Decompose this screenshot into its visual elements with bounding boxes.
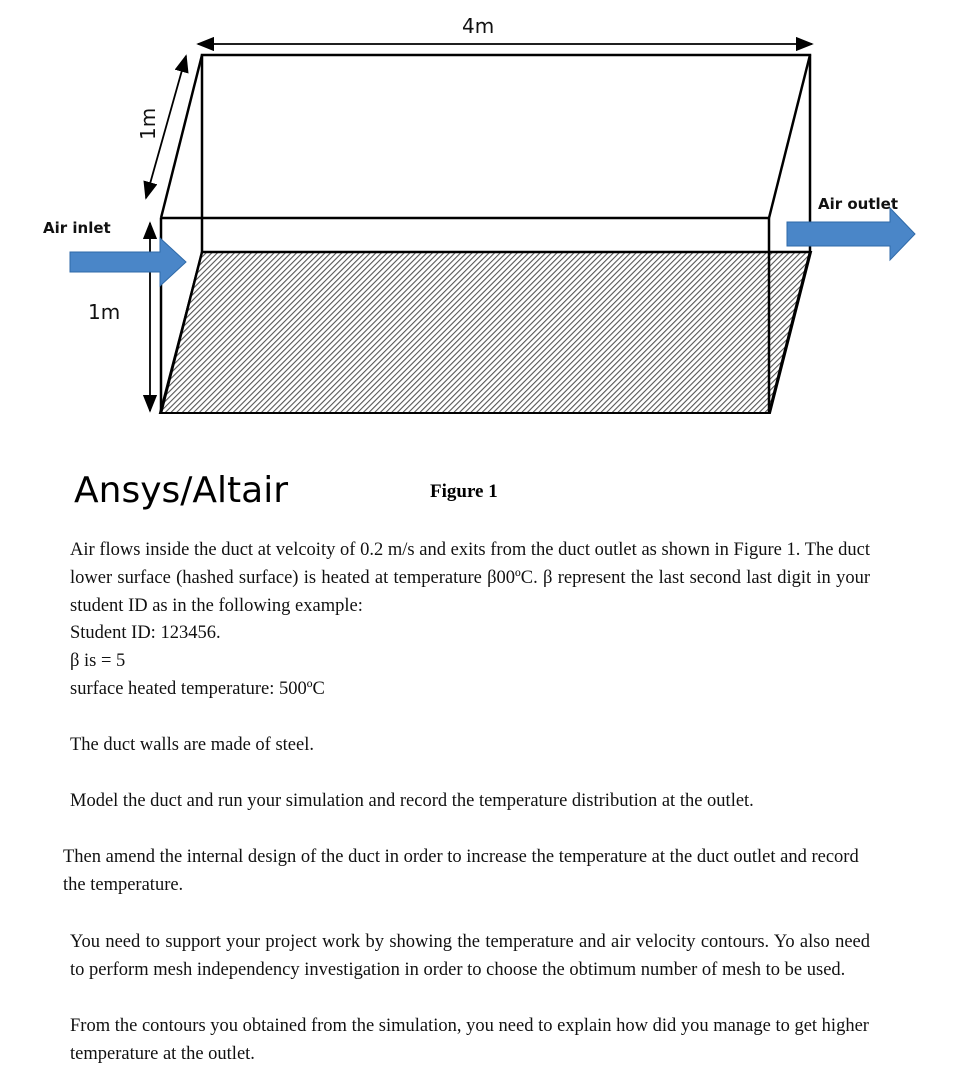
- figure-caption: Figure 1: [430, 481, 498, 502]
- dimension-label-length: 4m: [462, 14, 495, 38]
- intro-paragraph: Air flows inside the duct at velcoity of 0.2 m/s and exits from the duct outlet as shown in Figure 1. The duct lower surface (hashed surface) is heated at temperature β00ºC. β represent the last second last digit in your student ID as in the following example:: [70, 540, 870, 616]
- air-inlet-label: Air inlet: [43, 219, 111, 237]
- contours-paragraph: From the contours you obtained from the simulation, you need to explain how did you manage to get higher temperature at the outlet.: [70, 1016, 869, 1064]
- model-paragraph: Model the duct and run your simulation and record the temperature distribution at the outlet.: [70, 791, 754, 811]
- amend-paragraph: Then amend the internal design of the duct in order to increase the temperature at the duct outlet and record the temperature.: [63, 847, 859, 895]
- dimension-label-height: 1m: [88, 300, 121, 324]
- air-inlet-arrow: [70, 238, 186, 286]
- air-outlet-label: Air outlet: [818, 195, 899, 213]
- beta-example: β is = 5: [70, 651, 126, 671]
- walls-paragraph: The duct walls are made of steel.: [70, 735, 314, 755]
- heated-surface-hatch: [160, 252, 811, 413]
- student-id-example: Student ID: 123456.: [70, 623, 221, 643]
- duct-diagram: [0, 0, 957, 460]
- dimension-label-depth: 1m: [136, 107, 160, 140]
- surface-temperature-example: surface heated temperature: 500ºC: [70, 679, 325, 699]
- page-heading: Ansys/Altair: [74, 470, 288, 511]
- support-paragraph: You need to support your project work by showing the temperature and air velocity contours. Yo also need to perform mesh independency investigation in order to choose the obtimum number of mesh to be used.: [70, 932, 870, 980]
